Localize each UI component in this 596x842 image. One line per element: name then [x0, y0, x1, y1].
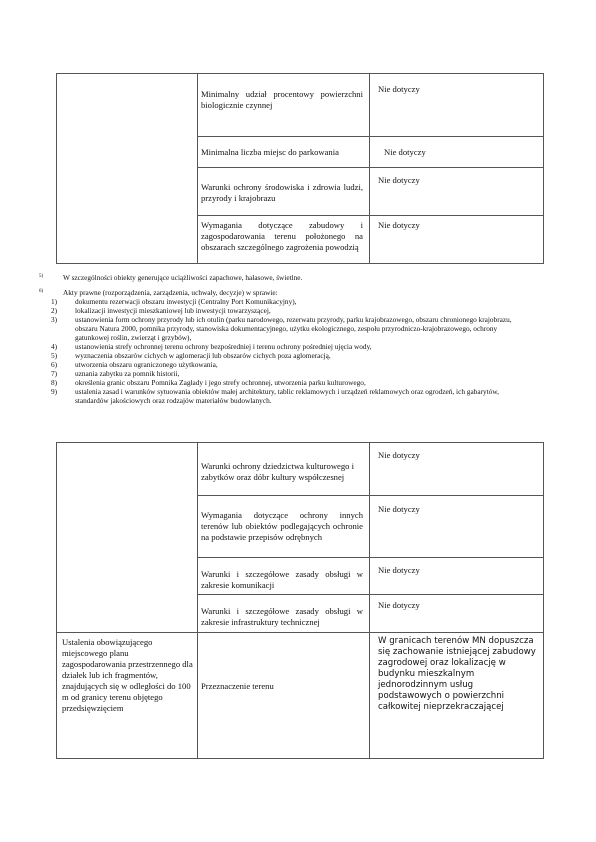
row-value: Nie dotyczy [370, 74, 544, 137]
list-item: 7) uznania zabytku za pomnik historii, [51, 369, 180, 378]
section-label: Ustalenia obowiązującego miejscowego planu zagospodarowania przestrzennego dla działek lub ich fragmentów, znajdujących się w odległości do 100 m od granicy terenu objętego przedsięwzięciem [57, 633, 198, 759]
list-item: 5) wyznaczenia obszarów cichych w aglomeracji lub obszarów cichych poza aglomeracją, [51, 351, 331, 360]
row-value: Nie dotyczy [370, 137, 544, 168]
row-value: Nie dotyczy [370, 443, 544, 496]
footnote-mark: 5) [39, 274, 44, 279]
empty-section-cell [57, 74, 198, 264]
row-label: Wymagania dotyczące ochrony innych terenów lub obiektów podlegających ochronie na podstawie przepisów odrębnych [198, 496, 370, 558]
row-label: Minimalna liczba miejsc do parkowania [198, 137, 370, 168]
row-value: Nie dotyczy [370, 216, 544, 264]
footnote-text: Akty prawne (rozporządzenia, zarządzenia, uchwały, decyzje) w sprawie: [63, 288, 278, 297]
list-item: 4) ustanowienia strefy ochronnej terenu ochrony bezpośredniej i terenu ochrony pośredniej ujęcia wody, [51, 342, 372, 351]
footnote-6-list [39, 297, 559, 405]
footnote-6 [39, 288, 559, 297]
footnote-mark: 6) [39, 289, 44, 294]
row-value: Nie dotyczy [370, 496, 544, 558]
row-label: Wymagania dotyczące zabudowy i zagospodarowania terenu położonego na obszarach szczególnego zagrożenia powodzią [198, 216, 370, 264]
footnote-5 [39, 273, 559, 282]
row-label: Warunki ochrony dziedzictwa kulturowego i zabytków oraz dóbr kultury współczesnej [198, 443, 370, 496]
row-value: W granicach terenów MN dopuszcza się zachowanie istniejącej zabudowy zagrodowej oraz lokalizację w budynku mieszkalnym jednorodzinnym usług podstawowych o powierzchni całkowitej nieprzekraczającej [370, 633, 544, 759]
list-item: 2) lokalizacji inwestycji mieszkaniowej lub inwestycji towarzyszącej, [51, 306, 271, 315]
row-label: Warunki i szczegółowe zasady obsługi w zakresie infrastruktury technicznej [198, 595, 370, 633]
footnotes [39, 273, 559, 405]
list-item: 1) dokumentu rezerwacji obszaru inwestycji (Centralny Port Komunikacyjny), [51, 297, 297, 306]
conditions-table-top [56, 73, 544, 264]
list-item: 8) określenia granic obszaru Pomnika Zagłady i jego strefy ochronnej, utworzenia parku kulturowego, [51, 378, 366, 387]
row-label: Przeznaczenie terenu [198, 633, 370, 759]
row-value: Nie dotyczy [370, 558, 544, 595]
list-item: 9) ustalenia zasad i warunków sytuowania obiektów małej architektury, tablic reklamowych i urządzeń reklamowych oraz ogrodzeń, ich gabarytów, standardów jakościowych oraz rodzajów materiałów budowlanych. [51, 387, 499, 405]
list-item: 6) utworzenia obszaru ograniczonego użytkowania, [51, 360, 218, 369]
list-item: 3) ustanowienia form ochrony przyrody lub ich otulin (parku narodowego, rezerwatu przyrody, parku krajobrazowego, obszaru chronionego krajobrazu, obszaru Natura 2000, pomnika przyrody, stanowiska dokumentacyjnego, użytku ekologicznego, zespołu przyrodniczo-krajobrazowego, ochrony gatunkowej roślin, zwierząt i grzybów), [51, 315, 512, 342]
row-label: Minimalny udział procentowy powierzchni biologicznie czynnej [198, 74, 370, 137]
footnote-text: W szczególności obiekty generujące uciążliwości zapachowe, hałasowe, świetlne. [63, 273, 303, 282]
row-label: Warunki ochrony środowiska i zdrowia ludzi, przyrody i krajobrazu [198, 168, 370, 216]
row-value: Nie dotyczy [370, 595, 544, 633]
conditions-table-bottom [56, 442, 544, 759]
empty-section-cell [57, 443, 198, 633]
row-value: Nie dotyczy [370, 168, 544, 216]
row-label: Warunki i szczegółowe zasady obsługi w zakresie komunikacji [198, 558, 370, 595]
